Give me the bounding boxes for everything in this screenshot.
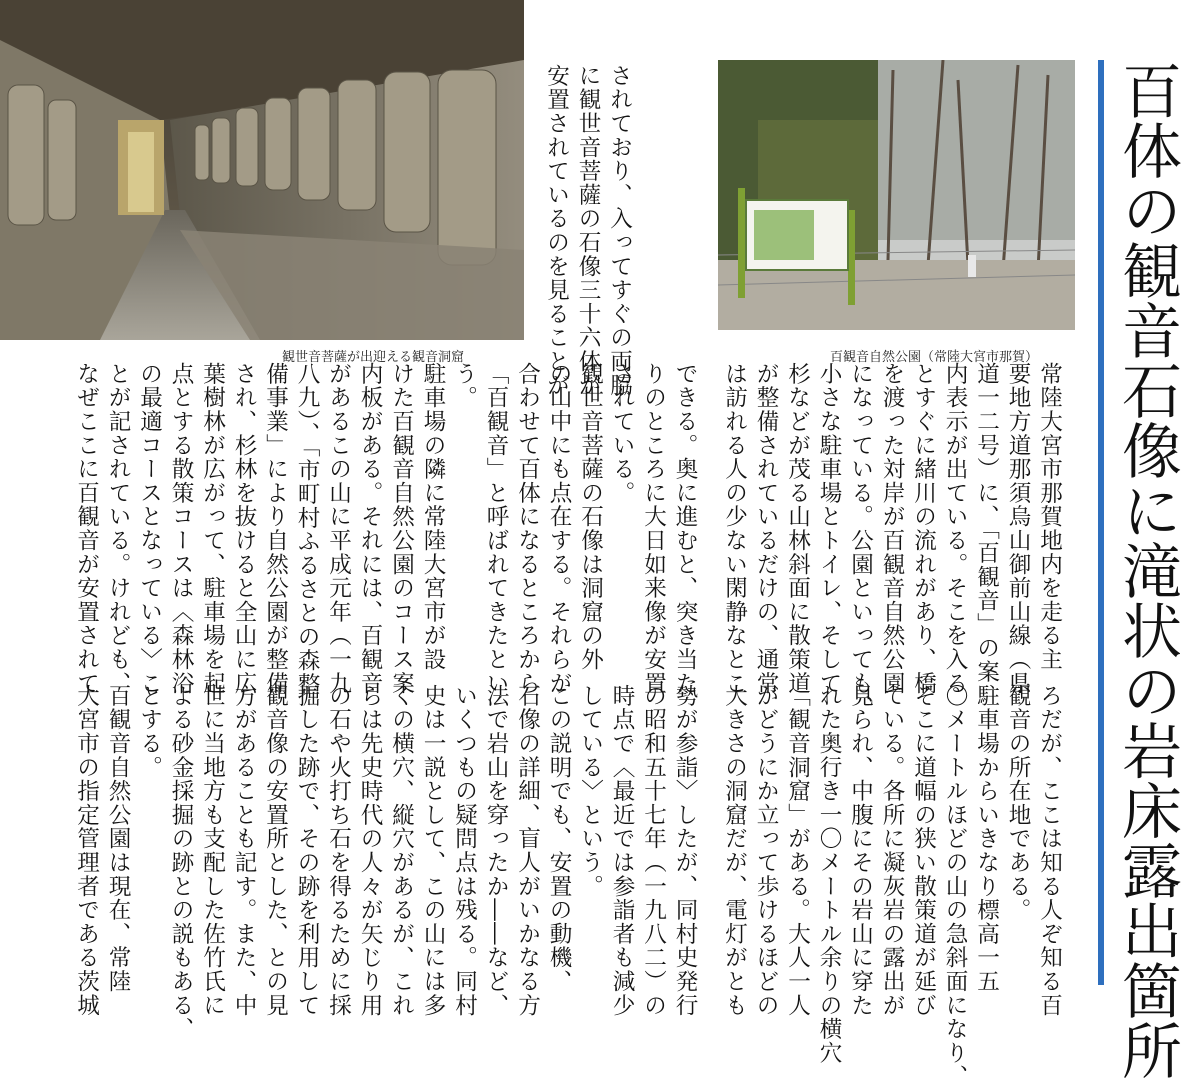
text-line: 百観音自然公園は現在、常陸 [105,684,131,994]
text-line: 掘した跡で、その跡を利用して [294,684,320,1018]
text-line: 石像の詳細、盲人がいかなる方 [514,684,541,1018]
text-line: している〉という。 [577,684,604,899]
text-line: けた百観音自然公園のコース案 [388,362,415,696]
text-line: の昭和五十七年（一九八二）の [640,684,667,1018]
text-line: なぜここに百観音が安置されて [73,362,100,696]
text-line: できる。奥に進むと、突き当た [672,362,698,696]
headline: 百体の観音石像に滝状の岩床露出箇所 [1112,60,1182,1080]
column-right-bottom [718,684,1065,1089]
text-line: 勢が参詣〉したが、同村史発行 [672,684,698,1018]
text-line: この説明でも、安置の動機、 [546,684,572,994]
text-line: 〇メートルほどの山の急斜面になり、 [942,684,968,1089]
text-line: れた奥行き一〇メートル余りの横穴 [816,684,842,1065]
text-line: らは先史時代の人々が矢じり用 [357,684,383,1018]
headline-block [1098,60,1193,1080]
text-line: を渡った対岸が百観音自然公園 [879,362,905,696]
text-line: 道一二号）に、「百観音」の案 [973,362,1000,684]
text-line: 備事業」により自然公園が整備 [262,362,289,696]
text-line: 世に当地方も支配した佐竹氏に [199,684,226,1018]
column-upper-left [540,64,635,398]
text-line: 見られ、中腹にその岩山に穿た [847,684,874,1018]
text-line: ている。各所に凝灰岩の露出が [879,684,905,1018]
text-line: 史は一説として、この山には多 [420,684,446,1018]
text-line: 駐車場の隣に常陸大宮市が設 [420,362,446,672]
text-line: 駐車場からいきなり標高一五 [973,684,1000,994]
text-line: 常陸大宮市那賀地内を走る主 [1036,362,1063,672]
text-line: は訪れる人の少ない閑静なとこ [721,362,748,696]
text-line: 時点で〈最近では参詣者も減少 [609,684,635,1018]
park-photo-image [718,60,1075,330]
park-caption: 百観音自然公園（常陸大宮市那賀） [830,350,1039,365]
text-line: になっている。公園といっても、 [847,362,874,719]
text-line: 内表示が出ている。そこを入る [942,362,968,696]
text-line: 要地方道那須烏山御前山線（県 [1005,362,1031,696]
text-line: 「観音洞窟」がある。大人一人 [784,684,811,1018]
text-line: され、杉林を抜けると全山に広 [231,362,257,696]
text-line: 観世音菩薩の石像は洞窟の外 [577,362,604,672]
cave-photo [0,0,524,340]
cave-caption: 観世音菩薩が出迎える観音洞窟 [282,350,465,365]
text-line: 葉樹林が広がって、駐車場を起 [199,362,226,696]
text-line: 杉などが茂る山林斜面に散策道 [784,362,811,696]
text-line: されており、入ってすぐの両脇 [606,64,633,398]
text-line: がどうにか立って歩けるほどの [753,684,779,1018]
text-line: の山中にも点在する。それらが [546,362,572,696]
text-line: が整備されているだけの、通常 [753,362,779,696]
text-line: の最適コースとなっている〉こ [136,362,163,696]
text-line: いくつもの疑問点は残る。同村 [451,684,478,1018]
text-line: 法で岩山を穿ったか――など、 [483,684,509,1018]
text-line: りのところに大日如来像が安置 [640,362,667,696]
text-line: とする。 [136,684,163,780]
text-line: 安置されているのを見ることが [543,64,570,398]
text-line: そこに道幅の狭い散策道が延び [910,684,937,1018]
text-line: 「百観音」と呼ばれてきたとい [483,362,509,696]
text-line: 方があることも記す。また、中 [231,684,257,1018]
text-line: があるこの山に平成元年（一九 [325,362,352,696]
text-line: に観世音菩薩の石像三十六体が [575,64,601,398]
text-line: 小さな駐車場とトイレ、そして [816,362,842,696]
text-line: よる砂金採掘の跡との説もある、 [168,684,194,1041]
text-line: 合わせて百体になるところから [514,362,541,696]
cave-photo-image [0,0,524,340]
text-line: 内板がある。それには、百観音 [357,362,383,696]
text-line: の石や火打ち石を得るために採 [325,684,352,1018]
text-line: とすぐに緒川の流れがあり、橋 [910,362,937,696]
text-line: う。 [451,362,478,410]
text-line: 観音の所在地である。 [1005,684,1031,922]
text-line: 八九）、「市町村ふるさとの森整 [294,362,320,697]
text-line: 観音像の安置所とした、との見 [262,684,289,1018]
text-line: とが記されている。けれども、 [105,362,131,696]
text-line: 点とする散策コースは〈森林浴 [168,362,194,696]
text-line: 大宮市の指定管理者である茨城 [73,684,100,1018]
park-photo [718,60,1075,330]
text-line: ろだが、ここは知る人ぞ知る百 [1036,684,1063,1018]
text-line: 大きさの洞窟だが、電灯がとも [721,684,748,1018]
column-left-bottom [60,684,700,1041]
text-line: されている。 [609,362,635,505]
text-line: くの横穴、縦穴があるが、これ [388,684,415,1018]
